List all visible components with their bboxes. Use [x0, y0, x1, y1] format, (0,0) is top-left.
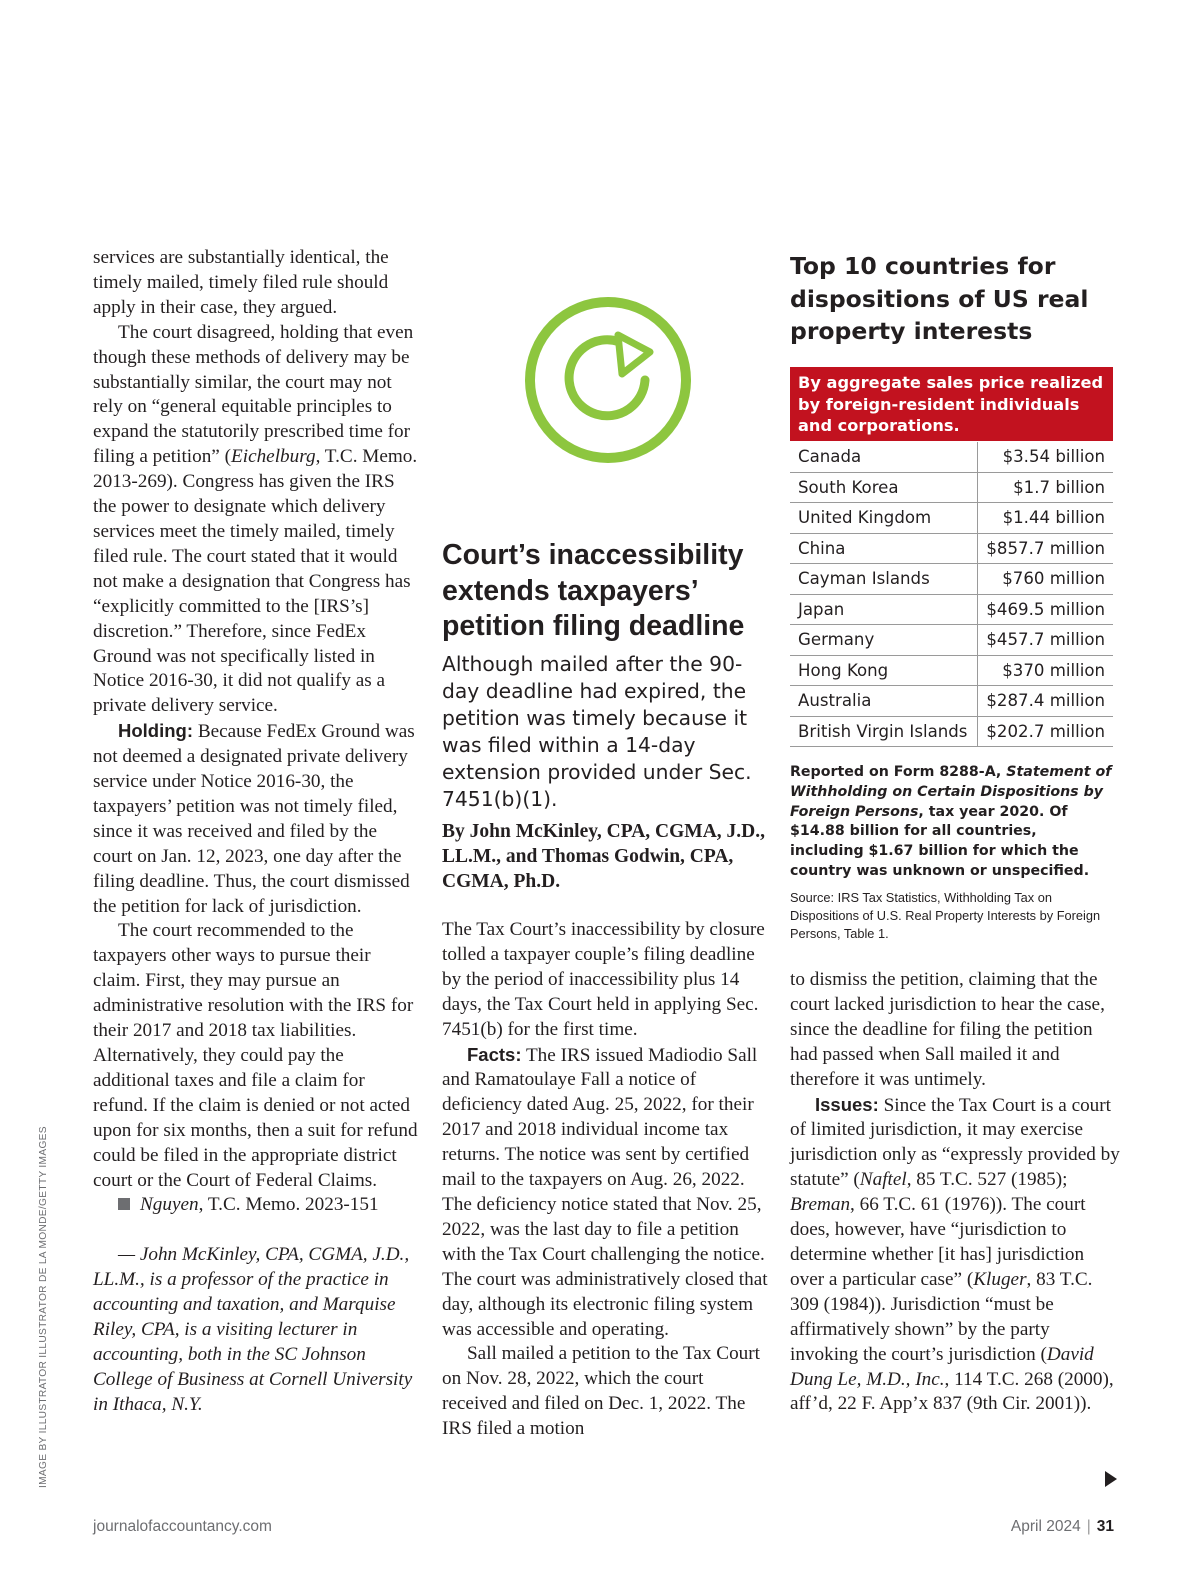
- sidebar-title: Top 10 countries for dispositions of US real property interests: [790, 252, 1089, 345]
- sidebar-subheader: By aggregate sales price realized by foreign-resident individuals and corporations.: [790, 367, 1113, 441]
- left-column: [93, 246, 421, 1418]
- body-paragraph: Sall mailed a petition to the Tax Court on Nov. 28, 2022, which the court received and filed on Dec. 1, 2022. The IRS filed a motion: [442, 1343, 760, 1440]
- country-cell: Canada: [790, 442, 977, 472]
- value-cell: $760 million: [977, 564, 1113, 595]
- article-byline: By John McKinley, CPA, CGMA, J.D., LL.M., and Thomas Godwin, CPA, CGMA, Ph.D.: [442, 821, 766, 892]
- facts-label: Facts:: [467, 1043, 522, 1065]
- country-cell: British Virgin Islands: [790, 716, 977, 747]
- body-paragraph: The court disagreed, holding that even though these methods of delivery may be substantially similar, the court may not rely on “general equitable principles to expand the statutorily prescribed time for filing a petition” (Eichelburg, T.C. Memo. 2013-269). Congress has given the IRS the power to designate which delivery services meet the timely mailed, timely filed rule. The court stated that it would not make a designation that Congress has “explicitly committed to the [IRS’s] discretion.” Therefore, since FedEx Ground was not specifically listed in Notice 2016-30, it did not qualify as a private delivery service.: [93, 321, 418, 717]
- holding-label: Holding:: [118, 720, 194, 742]
- country-cell: Hong Kong: [790, 655, 977, 686]
- value-cell: $1.7 billion: [977, 472, 1113, 503]
- table-row: [790, 594, 1113, 625]
- case-citation: Nguyen, T.C. Memo. 2023-151: [93, 1193, 421, 1218]
- facts-paragraph: Facts: The IRS issued Madiodio Sall and Ramatoulaye Fall a notice of deficiency dated Aug. 25, 2022, for their 2017 and 2018 individual income tax returns. The notice was sent by certified mail to the taxpayers on Aug. 26, 2022. The deficiency notice stated that Nov. 25, 2022, was the last day to file a petition with the Tax Court challenging the notice. The court was administratively closed that day, although its electronic filing system was accessible and operating.: [442, 1043, 768, 1340]
- country-cell: Australia: [790, 686, 977, 717]
- countries-table: [790, 442, 1113, 747]
- footer-site[interactable]: journalofaccountancy.com: [93, 1518, 272, 1535]
- image-credit: IMAGE BY ILLUSTRATOR ILLUSTRATOR DE LA MONDE/GETTY IMAGES: [38, 1126, 49, 1488]
- refresh-arrow-icon: [518, 290, 698, 470]
- author-note: — John McKinley, CPA, CGMA, J.D., LL.M., is a professor of the practice in accounting and taxation, and Marquise Riley, CPA, is a visiting lecturer in accounting, both in the SC Johnson College of Business at Cornell University in Ithaca, N.Y.: [93, 1244, 413, 1415]
- body-paragraph: services are substantially identical, the timely mailed, timely filed rule should apply in their case, they argued.: [93, 247, 389, 318]
- value-cell: $857.7 million: [977, 533, 1113, 564]
- country-cell: South Korea: [790, 472, 977, 503]
- value-cell: $469.5 million: [977, 594, 1113, 625]
- value-cell: $287.4 million: [977, 686, 1113, 717]
- footer-separator: |: [1086, 1518, 1091, 1535]
- continue-arrow-icon[interactable]: [1104, 1470, 1118, 1488]
- middle-column: [442, 918, 772, 1442]
- footer-folio: [1011, 1518, 1114, 1536]
- table-row: [790, 533, 1113, 564]
- value-cell: $457.7 million: [977, 625, 1113, 656]
- table-row: [790, 472, 1113, 503]
- article-deck: Although mailed after the 90-day deadline had expired, the petition was timely because it was filed within a 14-day extension provided under Sec. 7451(b)(1).: [442, 652, 752, 811]
- footer-date: April 2024: [1010, 1518, 1081, 1535]
- table-row: [790, 716, 1113, 747]
- right-column: [790, 968, 1120, 1417]
- issues-label: Issues:: [815, 1093, 879, 1115]
- body-paragraph: The Tax Court’s inaccessibility by closure tolled a taxpayer couple’s filing deadline by the period of inaccessibility plus 14 days, the Tax Court held in applying Sec. 7451(b) for the first time.: [442, 919, 765, 1040]
- page-number: 31: [1096, 1518, 1114, 1535]
- country-cell: United Kingdom: [790, 503, 977, 534]
- country-cell: China: [790, 533, 977, 564]
- value-cell: $3.54 billion: [977, 442, 1113, 472]
- end-mark-icon: [118, 1198, 130, 1210]
- body-paragraph: The court recommended to the taxpayers other ways to pursue their claim. First, they may pursue an administrative resolution with the IRS for their 2017 and 2018 tax liabilities. Alternatively, they could pay the additional taxes and file a claim for refund. If the claim is denied or not acted upon for six months, then a suit for refund could be filed in the appropriate district court or the Court of Federal Claims.: [93, 920, 418, 1191]
- table-row: [790, 564, 1113, 595]
- country-cell: Germany: [790, 625, 977, 656]
- country-cell: Cayman Islands: [790, 564, 977, 595]
- country-cell: Japan: [790, 594, 977, 625]
- table-row: [790, 625, 1113, 656]
- holding-paragraph: Holding: Because FedEx Ground was not deemed a designated private delivery service under Notice 2016-30, the taxpayers’ petition was not timely filed, since it was received and filed by the court on Jan. 12, 2023, one day after the filing deadline. Thus, the court dismissed the petition for lack of jurisdiction.: [93, 720, 415, 917]
- value-cell: $1.44 billion: [977, 503, 1113, 534]
- body-paragraph: to dismiss the petition, claiming that the court lacked jurisdiction to hear the case, since the deadline for filing the petition had passed when Sall mailed it and therefore it was untimely.: [790, 969, 1105, 1090]
- table-row: [790, 655, 1113, 686]
- issues-paragraph: Issues: Since the Tax Court is a court of limited jurisdiction, it may exercise jurisdiction only as “expressly provided by statute” (Naftel, 85 T.C. 527 (1985); Breman, 66 T.C. 61 (1976)). The court does, however, have “jurisdiction to determine whether [it has] jurisdiction over a particular case” (Kluger, 83 T.C. 309 (1984)). Jurisdiction “must be affirmatively shown” by the party invoking the court’s jurisdiction (David Dung Le, M.D., Inc., 114 T.C. 268 (2000), aff’d, 22 F. App’x 837 (9th Cir. 2001)).: [790, 1093, 1120, 1415]
- value-cell: $370 million: [977, 655, 1113, 686]
- sidebar-note: Reported on Form 8288-A, Statement of Withholding on Certain Dispositions by Foreign Persons, tax year 2020. Of $14.88 billion for all countries, including $1.67 billion for which the country was unknown or unspecified.: [790, 764, 1112, 879]
- article-headline: Court’s inaccessibility extends taxpayers’ petition filing deadline: [442, 539, 745, 642]
- sidebar-source: Source: IRS Tax Statistics, Withholding Tax on Dispositions of U.S. Real Property Interests by Foreign Persons, Table 1.: [790, 890, 1101, 941]
- table-row: [790, 686, 1113, 717]
- value-cell: $202.7 million: [977, 716, 1113, 747]
- table-row: [790, 503, 1113, 534]
- table-row: [790, 442, 1113, 472]
